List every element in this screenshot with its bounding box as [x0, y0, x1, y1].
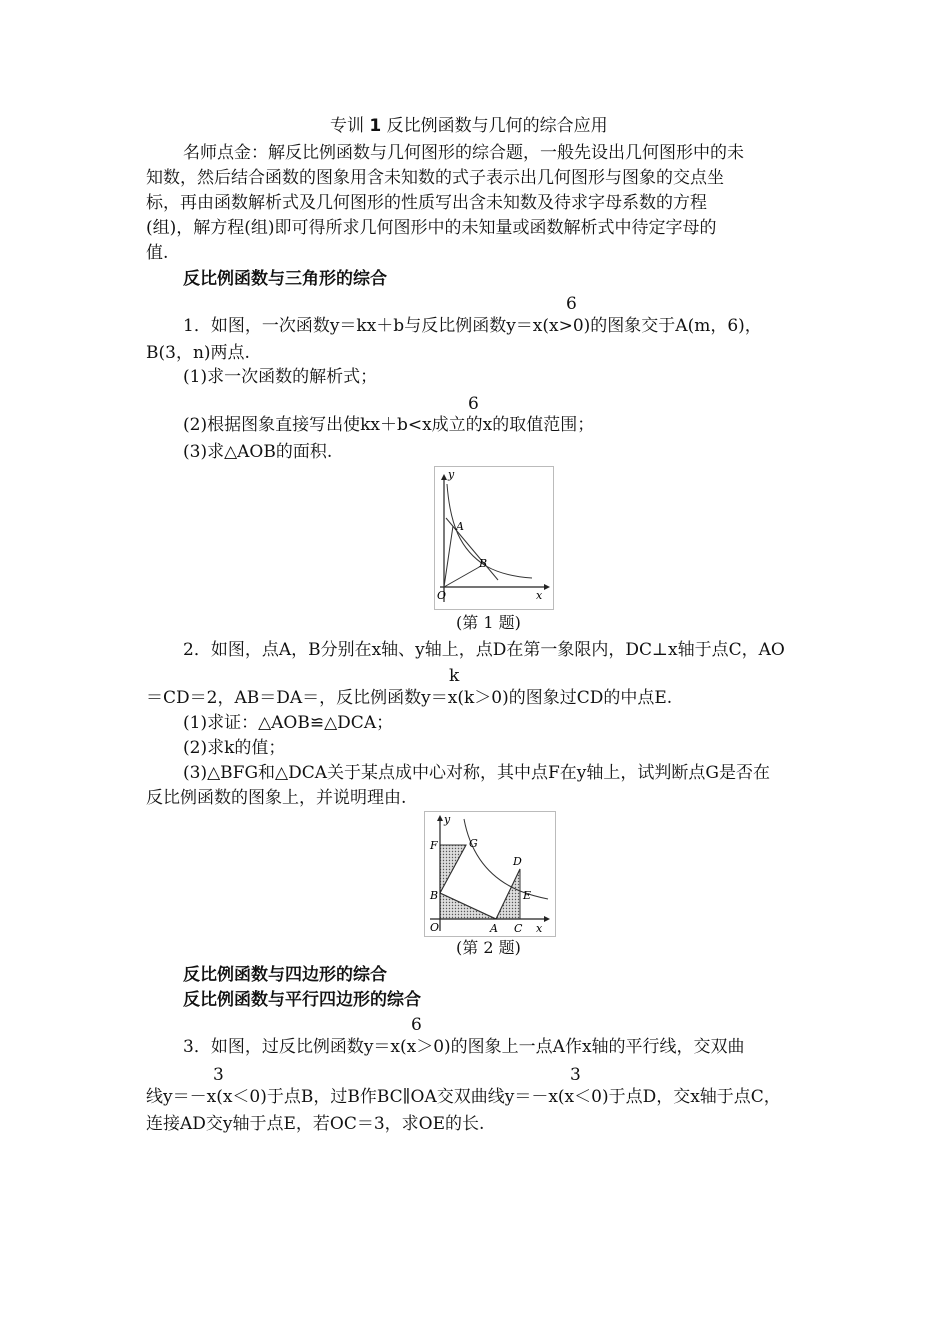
q1-y-arrow: [441, 474, 447, 480]
q2-caption: (第 2 题): [456, 938, 521, 957]
title-prefix: 专训: [330, 116, 364, 136]
q1-label-o: O: [437, 589, 447, 602]
q2-line-2: ＝CD＝2，AB＝DA＝，反比例函数y＝x(k＞0)的图象过CD的中点E.: [146, 688, 673, 708]
section-heading-quadrilateral: 反比例函数与四边形的综合: [183, 965, 387, 985]
q2-label-e: E: [523, 889, 532, 902]
q1-x-arrow: [544, 584, 550, 590]
q3-line-1: 3．如图，过反比例函数y＝x(x＞0)的图象上一点A作x轴的平行线，交双曲: [183, 1037, 745, 1057]
q2-y-arrow: [437, 815, 443, 821]
q2-fraction-numerator: k: [449, 666, 460, 686]
q3-fraction-numerator-2: 3: [213, 1065, 224, 1085]
q2-label-y: y: [444, 813, 451, 826]
intro-line-2: 知数，然后结合函数的图象用含未知数的式子表示出几何图形与图象的交点坐: [146, 168, 724, 188]
q2-label-g: G: [469, 837, 478, 850]
q2-line-1: 2．如图，点A，B分别在x轴、y轴上，点D在第一象限内，DC⊥x轴于点C，AO: [183, 640, 785, 660]
q3-fraction-numerator-3: 3: [570, 1065, 581, 1085]
q2-part-2: (2)求k的值；: [183, 738, 286, 758]
intro-line-4: (组)，解方程(组)即可得所求几何图形中的未知量或函数解析式中待定字母的: [146, 218, 717, 238]
q2-label-o: O: [430, 921, 440, 934]
q1-label-x: x: [536, 589, 543, 602]
q1-fraction-numerator: 6: [566, 294, 577, 314]
q2-part-1: (1)求证：△AOB≌△DCA；: [183, 713, 394, 733]
q1-label-a: A: [456, 520, 464, 533]
section-heading-triangle: 反比例函数与三角形的综合: [183, 269, 387, 289]
q1-caption: (第 1 题): [456, 613, 521, 632]
q1-part-2: (2)根据图象直接写出使kx＋b<x成立的x的取值范围；: [183, 415, 595, 435]
q1-part-1: (1)求一次函数的解析式；: [183, 367, 378, 387]
intro-line-1: 名师点金：解反比例函数与几何图形的综合题，一般先设出几何图形中的未: [183, 143, 744, 163]
intro-line-5: 值.: [146, 243, 169, 263]
q2-part-3a: (3)△BFG和△DCA关于某点成中心对称，其中点F在y轴上，试判断点G是否在: [183, 763, 770, 783]
q2-label-f: F: [430, 839, 438, 852]
q1-label-y: y: [448, 468, 455, 481]
intro-line-3: 标，再由函数解析式及几何图形的性质写出含未知数及待求字母系数的方程: [146, 193, 707, 213]
q3-line-3: 连接AD交y轴于点E，若OC＝3，求OE的长.: [146, 1114, 485, 1134]
q1-line-1: 1．如图，一次函数y＝kx＋b与反比例函数y＝x(x>0)的图象交于A(m，6)，: [183, 316, 762, 336]
q1-label-b: B: [479, 557, 488, 570]
q1-line-2: B(3，n)两点.: [146, 343, 250, 363]
q2-figure: [424, 811, 556, 937]
q1-figure: [434, 466, 554, 610]
section-heading-parallelogram: 反比例函数与平行四边形的综合: [183, 990, 421, 1010]
q2-label-b: B: [430, 889, 439, 902]
q2-part-3b: 反比例函数的图象上，并说明理由.: [146, 788, 407, 808]
q1-segment-ob: [444, 566, 481, 587]
q2-label-a: A: [490, 922, 498, 935]
title-number: 1: [369, 116, 382, 136]
title-rest: 反比例函数与几何的综合应用: [386, 116, 608, 136]
page-title: [330, 113, 608, 139]
q1-part-2-numerator: 6: [468, 394, 479, 414]
q1-segment-oa: [444, 526, 453, 587]
q2-label-x: x: [536, 922, 543, 935]
q2-x-arrow: [544, 916, 550, 922]
q3-line-2: 线y＝－x(x＜0)于点B，过B作BC∥OA交双曲线y＝－x(x＜0)于点D，交x轴于点C，: [146, 1087, 781, 1107]
q1-part-3: (3)求△AOB的面积.: [183, 442, 333, 462]
q2-hyperbola: [464, 819, 548, 899]
q2-label-c: C: [514, 922, 523, 935]
q2-label-d: D: [513, 855, 522, 868]
q3-fraction-numerator-1: 6: [411, 1015, 422, 1035]
